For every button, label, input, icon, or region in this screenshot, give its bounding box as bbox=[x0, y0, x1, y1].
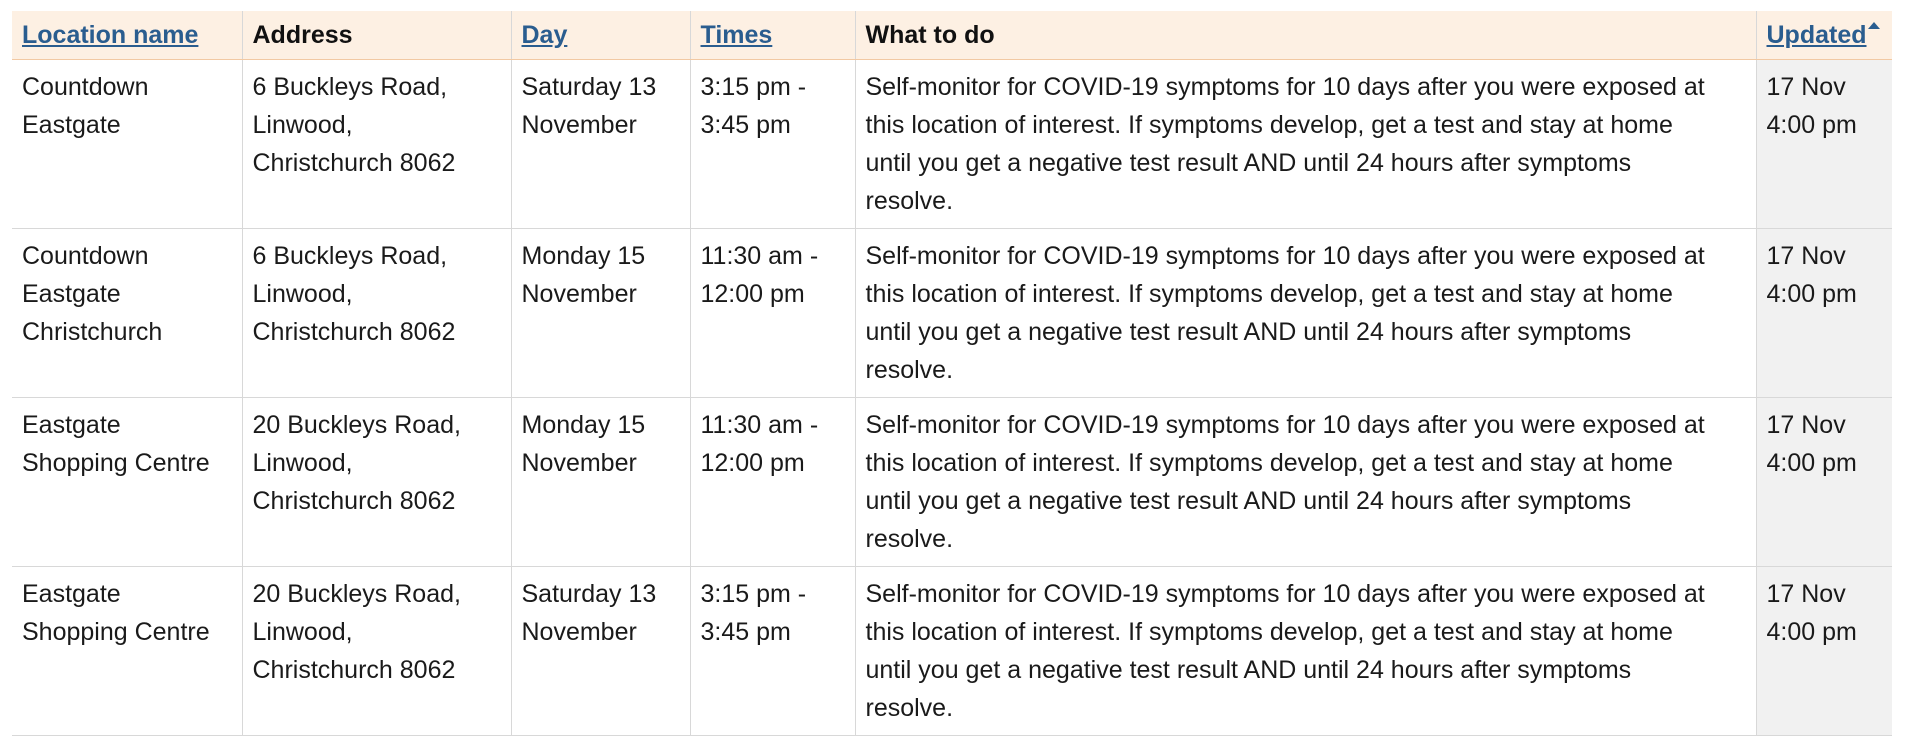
what-to-do-line: resolve. bbox=[865, 694, 954, 722]
sort-by-day-link[interactable]: Day bbox=[521, 20, 568, 49]
what-to-do-line: until you get a negative test result AND until 24 hours after symptoms bbox=[865, 318, 1632, 346]
what-to-do-line: Self-monitor for COVID-19 symptoms for 10 days after you were exposed at bbox=[865, 411, 1705, 439]
locations-of-interest-table-wrapper bbox=[12, 11, 1892, 736]
cell-times bbox=[690, 60, 855, 229]
header-row bbox=[12, 11, 1892, 60]
table-body bbox=[12, 60, 1892, 736]
location-line: Shopping Centre bbox=[22, 449, 210, 477]
table-header bbox=[12, 11, 1892, 60]
day-line: Monday 15 bbox=[521, 242, 646, 270]
cell-address bbox=[242, 60, 511, 229]
cell-day bbox=[511, 398, 690, 567]
day-line: November bbox=[521, 449, 637, 477]
locations-of-interest-table bbox=[12, 11, 1892, 736]
location-line: Eastgate bbox=[22, 280, 121, 308]
sort-by-times-link[interactable]: Times bbox=[700, 20, 773, 49]
cell-day bbox=[511, 60, 690, 229]
table-row bbox=[12, 60, 1892, 229]
cell-what-to-do bbox=[855, 60, 1756, 229]
cell-updated bbox=[1756, 567, 1892, 736]
cell-location bbox=[12, 398, 242, 567]
address-line: Linwood, bbox=[252, 280, 353, 308]
times-line: 11:30 am - bbox=[700, 242, 819, 270]
column-header-location[interactable] bbox=[12, 11, 242, 60]
updated-date: 17 Nov bbox=[1766, 242, 1846, 270]
cell-updated bbox=[1756, 398, 1892, 567]
what-to-do-line: Self-monitor for COVID-19 symptoms for 10 days after you were exposed at bbox=[865, 73, 1705, 101]
times-line: 11:30 am - bbox=[700, 411, 819, 439]
address-line: 6 Buckleys Road, bbox=[252, 73, 448, 101]
what-to-do-line: this location of interest. If symptoms develop, get a test and stay at home bbox=[865, 111, 1673, 139]
updated-time: 4:00 pm bbox=[1766, 280, 1857, 308]
location-line: Eastgate bbox=[22, 111, 121, 139]
cell-what-to-do bbox=[855, 567, 1756, 736]
cell-day bbox=[511, 567, 690, 736]
cell-location bbox=[12, 567, 242, 736]
day-line: November bbox=[521, 280, 637, 308]
table-row bbox=[12, 567, 1892, 736]
address-line: Christchurch 8062 bbox=[252, 318, 456, 346]
sort-ascending-icon bbox=[1868, 22, 1880, 29]
address-line: 6 Buckleys Road, bbox=[252, 242, 448, 270]
address-line: Linwood, bbox=[252, 111, 353, 139]
times-line: 3:45 pm bbox=[700, 111, 791, 139]
what-to-do-line: resolve. bbox=[865, 356, 954, 384]
updated-time: 4:00 pm bbox=[1766, 449, 1857, 477]
cell-times bbox=[690, 229, 855, 398]
updated-time: 4:00 pm bbox=[1766, 618, 1857, 646]
address-line: Christchurch 8062 bbox=[252, 487, 456, 515]
updated-date: 17 Nov bbox=[1766, 580, 1846, 608]
updated-date: 17 Nov bbox=[1766, 73, 1846, 101]
cell-times bbox=[690, 398, 855, 567]
cell-day bbox=[511, 229, 690, 398]
what-to-do-line: resolve. bbox=[865, 187, 954, 215]
location-line: Shopping Centre bbox=[22, 618, 210, 646]
updated-time: 4:00 pm bbox=[1766, 111, 1857, 139]
location-line: Eastgate bbox=[22, 411, 121, 439]
cell-times bbox=[690, 567, 855, 736]
day-line: November bbox=[521, 618, 637, 646]
times-line: 3:15 pm - bbox=[700, 73, 807, 101]
cell-updated bbox=[1756, 229, 1892, 398]
column-header-times[interactable] bbox=[690, 11, 855, 60]
times-line: 3:15 pm - bbox=[700, 580, 807, 608]
cell-location bbox=[12, 229, 242, 398]
what-to-do-line: this location of interest. If symptoms develop, get a test and stay at home bbox=[865, 449, 1673, 477]
address-line: Linwood, bbox=[252, 449, 353, 477]
column-header-address bbox=[242, 11, 511, 60]
times-line: 3:45 pm bbox=[700, 618, 791, 646]
address-line: 20 Buckleys Road, bbox=[252, 411, 461, 439]
location-line: Countdown bbox=[22, 73, 149, 101]
times-line: 12:00 pm bbox=[700, 280, 805, 308]
times-line: 12:00 pm bbox=[700, 449, 805, 477]
location-line: Countdown bbox=[22, 242, 149, 270]
location-line: Eastgate bbox=[22, 580, 121, 608]
day-line: Saturday 13 bbox=[521, 580, 657, 608]
what-to-do-line: Self-monitor for COVID-19 symptoms for 10 days after you were exposed at bbox=[865, 242, 1705, 270]
cell-address bbox=[242, 229, 511, 398]
what-to-do-line: until you get a negative test result AND until 24 hours after symptoms bbox=[865, 149, 1632, 177]
table-row bbox=[12, 229, 1892, 398]
column-header-updated[interactable] bbox=[1756, 11, 1892, 60]
day-line: Monday 15 bbox=[521, 411, 646, 439]
column-header-day[interactable] bbox=[511, 11, 690, 60]
column-header-what-to-do bbox=[855, 11, 1756, 60]
address-line: Christchurch 8062 bbox=[252, 149, 456, 177]
what-to-do-line: Self-monitor for COVID-19 symptoms for 10 days after you were exposed at bbox=[865, 580, 1705, 608]
day-line: November bbox=[521, 111, 637, 139]
address-line: Linwood, bbox=[252, 618, 353, 646]
cell-updated bbox=[1756, 60, 1892, 229]
cell-location bbox=[12, 60, 242, 229]
what-to-do-line: this location of interest. If symptoms develop, get a test and stay at home bbox=[865, 280, 1673, 308]
table-row bbox=[12, 398, 1892, 567]
sort-by-updated-link[interactable]: Updated bbox=[1766, 20, 1867, 49]
cell-what-to-do bbox=[855, 229, 1756, 398]
cell-address bbox=[242, 567, 511, 736]
cell-address bbox=[242, 398, 511, 567]
what-to-do-line: until you get a negative test result AND until 24 hours after symptoms bbox=[865, 656, 1632, 684]
day-line: Saturday 13 bbox=[521, 73, 657, 101]
address-line: 20 Buckleys Road, bbox=[252, 580, 461, 608]
what-to-do-line: until you get a negative test result AND until 24 hours after symptoms bbox=[865, 487, 1632, 515]
what-to-do-line: resolve. bbox=[865, 525, 954, 553]
sort-by-location-link[interactable]: Location name bbox=[22, 20, 199, 49]
updated-date: 17 Nov bbox=[1766, 411, 1846, 439]
location-line: Christchurch bbox=[22, 318, 163, 346]
address-header-label: Address bbox=[252, 20, 353, 49]
what-to-do-header-label: What to do bbox=[865, 20, 995, 49]
cell-what-to-do bbox=[855, 398, 1756, 567]
address-line: Christchurch 8062 bbox=[252, 656, 456, 684]
what-to-do-line: this location of interest. If symptoms develop, get a test and stay at home bbox=[865, 618, 1673, 646]
